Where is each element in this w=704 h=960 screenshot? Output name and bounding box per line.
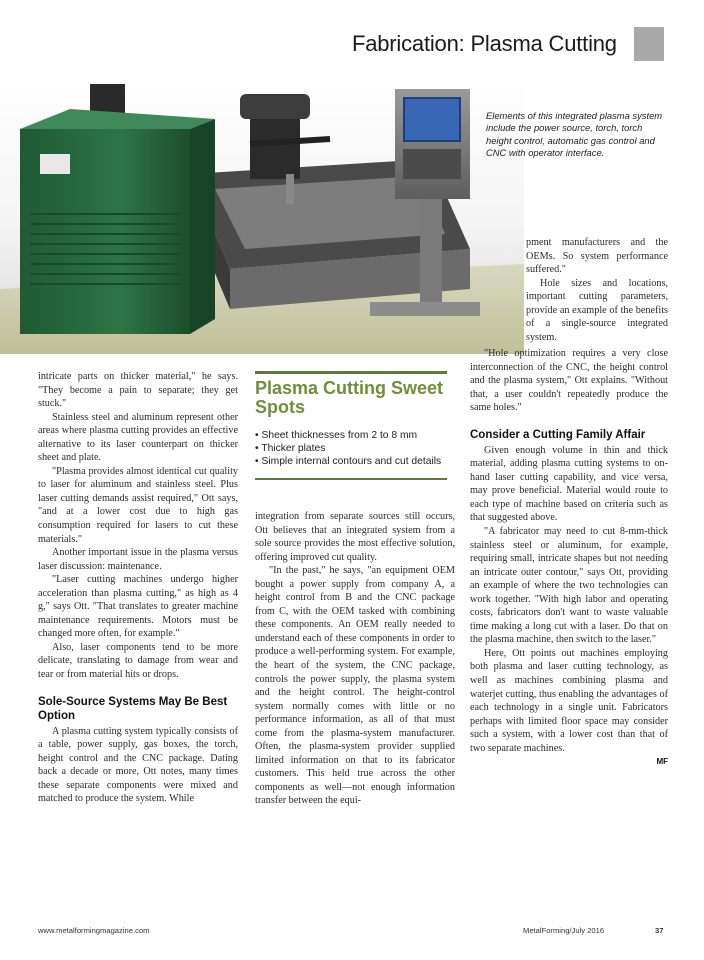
plasma-system-photo (0, 64, 524, 354)
plasma-system-illustration (0, 64, 524, 354)
subheading: Consider a Cutting Family Affair (470, 428, 646, 441)
paragraph: Stainless steel and aluminum represent other areas where plasma cutting provides an effective alternative to its laser counterpart on thicker sheet and plate. (38, 411, 238, 464)
sidebar-rule (255, 478, 447, 480)
sweet-spots-sidebar (255, 371, 447, 480)
end-mark: MF (656, 757, 668, 767)
paragraph: pment manufacturers and the OEMs. So system performance suffered." (526, 237, 668, 276)
page-number: 37 (655, 926, 664, 935)
paragraph: Another important issue in the plasma versus laser discussion: maintenance. (38, 547, 238, 572)
section-marker-box (634, 27, 664, 61)
list-item: • Sheet thicknesses from 2 to 8 mm (255, 429, 447, 442)
list-item: • Simple internal contours and cut details (255, 455, 447, 468)
footer-url: www.metalformingmagazine.com (38, 926, 150, 935)
paragraph: Also, laser components tend to be more delicate, translating to damage from wear and tear or from material hits or drops. (38, 641, 238, 681)
subheading: Sole-Source Systems May Be Best Option (38, 695, 228, 722)
paragraph: "In the past," he says, "an equipment OEM bought a power supply from company A, a height control from B and the CNC package from C, with the OEM tasked with combining these components. An OEM really needed to understand each of these components in order to produce a well-performing system. For example, the heart of the system, the CNC package, controls the power supply, the plasma system and the height control. The height-control system normally comes with little or no performance information, as all of that must come from the plasma-system manufacturer. Often, the plasma-system provider supplied limited information on that to its fabricator customers. This held true across the other components as well—not enough information transfer between the equi- (255, 565, 455, 807)
photo-caption: Elements of this integrated plasma system include the power source, torch, torch height control, automatic gas control and CNC with operator interface. (486, 110, 663, 158)
paragraph: "Laser cutting machines undergo higher acceleration than plasma cutting," as high as 4 g," says Ott. "That translates to greater machine maintenance requirements. Motors must be changed more often, for example." (38, 574, 238, 640)
paragraph: integration from separate sources still occurs, Ott believes that an integrated system from a sole source provides the most effective solution, offering improved cut quality. (255, 511, 455, 563)
col3-top-text (526, 236, 668, 344)
paragraph: intricate parts on thicker material," he says. "They become a pain to separate; they get stuck." (38, 371, 238, 410)
list-item: • Thicker plates (255, 442, 447, 455)
paragraph: "A fabricator may need to cut 8-mm-thick stainless steel or aluminum, for example, requiring small, intricate shapes but not needing an intricate outer contour," says Ott, providing an example of where the two technologies can work together. "With high labor and operating costs, fabricators don't want to waste valuable time making a long cut with a laser. Do that on the plasma machine, then switch to the laser." (470, 526, 668, 646)
sidebar-title: Plasma Cutting Sweet Spots (255, 378, 444, 417)
column-2 (255, 510, 455, 808)
paragraph: "Plasma provides almost identical cut quality to laser for aluminum and stainless steel. Plus laser cutting demands assist required," Ott says, "and at a lower cost due to high gas consumption required for lasers to cut these materials." (38, 465, 238, 545)
paragraph: Here, Ott points out machines employing both plasma and laser cutting technology, as well as machines combining plasma and waterjet cutting, thus enabling the advantages of each technology in a single unit. Fabricators perhaps with limited floor space may consider such a system, with a lower cost than that of two separate machines. (470, 647, 668, 754)
sweet-spots-list (255, 429, 447, 468)
section-title: Fabrication: Plasma Cutting (352, 31, 617, 56)
col3-mid-text (470, 347, 668, 769)
sidebar-rule (255, 371, 447, 374)
paragraph: A plasma cutting system typically consists of a table, power supply, gas boxes, the torch, height control and the CNC package. Dating back a decade or more, Ott notes, many times these separate components were mixed and matched to produce the system. While (38, 725, 238, 805)
paragraph: Hole sizes and locations, important cutting parameters, provide an example of the benefits of a single-source integrated system. (526, 277, 668, 343)
paragraph: "Hole optimization requires a very close interconnection of the CNC, the height control and the plasma system," Ott explains. "Without that, a user couldn't repeatedly produce the same holes." (470, 348, 668, 414)
column-1 (38, 370, 238, 806)
footer-issue: MetalForming/July 2016 (523, 926, 605, 935)
paragraph: Given enough volume in thin and thick material, adding plasma cutting systems to on-hand laser cutting capability, and vice versa, may prove beneficial. Material would route to each type of machine based on criteria such as that suggested above. (470, 444, 668, 524)
